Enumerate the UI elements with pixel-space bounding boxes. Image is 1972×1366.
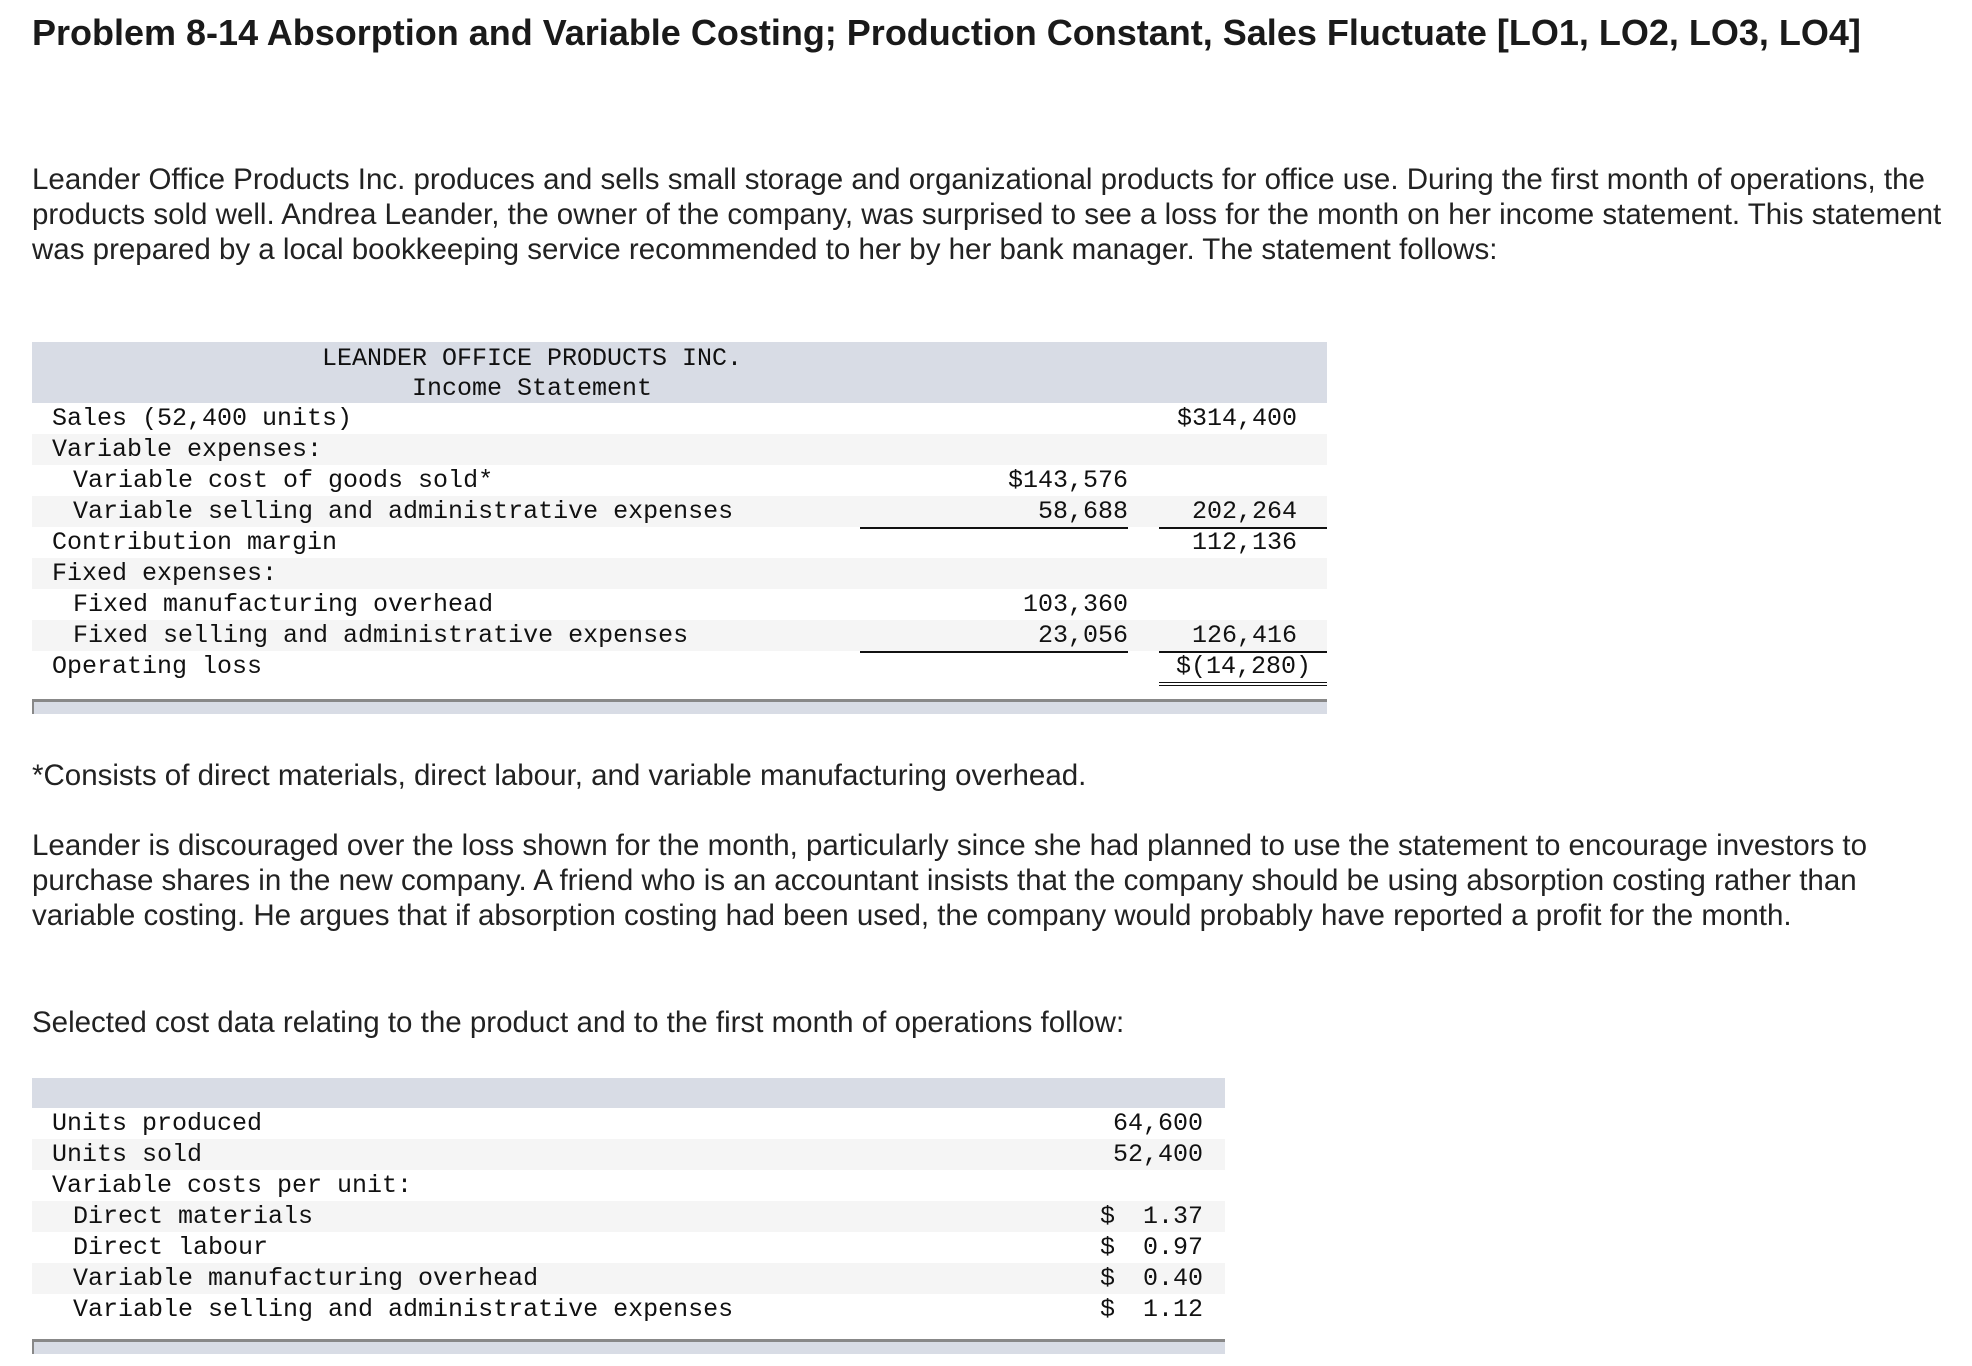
row-label: Direct materials [73,1202,314,1231]
currency-symbol: $ [1099,1295,1115,1324]
table-row [32,1201,1225,1232]
cost-data-table [32,1078,1225,1354]
row-label: Variable expenses: [52,435,323,464]
cost-data-header [32,1078,1225,1108]
value: 1.12 [1142,1295,1203,1324]
row-label: Variable selling and administrative expenses [73,1295,734,1324]
amount-column-2: 202,264 [1159,496,1327,529]
currency-symbol: $ [1099,1233,1115,1262]
amount-column-1: $143,576 [1007,466,1128,495]
table-row [32,496,1327,527]
table-row [32,1108,1225,1139]
intro-paragraph: Leander Office Products Inc. produces and sells small storage and organizational products for office use. During the first month of operations, the products sold well. Andrea Leander, the owner of the company, was surprised to see a loss for the month on her income statement. This statement was prepared by a local bookkeeping service recommended to her by her bank manager. The statement follows: [32,163,1942,266]
amount-column-2: 126,416 [1159,620,1327,653]
table-row [32,1263,1225,1294]
table-row [32,434,1327,465]
currency-symbol: $ [1099,1202,1115,1231]
value: 64,600 [1112,1109,1203,1138]
income-statement-header [32,342,1327,403]
amount-column-2: $(14,280) [1159,651,1327,686]
amount-column-1: 58,688 [860,496,1128,529]
row-label: Units sold [52,1140,203,1169]
income-statement-table [32,342,1327,714]
amount-column-1: 103,360 [1022,590,1128,619]
value: 0.40 [1142,1264,1203,1293]
row-label: Fixed expenses: [52,559,278,588]
table-row [32,589,1327,620]
table-row [32,1170,1225,1201]
row-label: Fixed selling and administrative expenses [73,621,689,650]
paragraph-3: Selected cost data relating to the product and to the first month of operations follow: [32,1006,1125,1039]
row-label: Variable selling and administrative expenses [73,497,734,526]
row-label: Operating loss [52,652,263,681]
amount-column-2: 112,136 [1191,528,1297,557]
row-label: Variable costs per unit: [52,1171,413,1200]
row-label: Contribution margin [52,528,338,557]
amount-column-1: 23,056 [860,620,1128,653]
table-row [32,620,1327,651]
statement-subtitle: Income Statement [411,374,653,403]
row-label: Sales (52,400 units) [52,404,353,433]
table-row [32,1232,1225,1263]
row-label: Fixed manufacturing overhead [73,590,494,619]
value: 52,400 [1112,1140,1203,1169]
amount-column-2: $314,400 [1176,404,1297,433]
table-row [32,403,1327,434]
value: 0.97 [1142,1233,1203,1262]
row-label: Variable cost of goods sold* [73,466,494,495]
problem-title: Problem 8-14 Absorption and Variable Costing; Production Constant, Sales Fluctuate [LO1, LO2, LO3, LO4] [32,12,1861,53]
table-footer [32,1339,1225,1354]
table-row [32,527,1327,558]
row-label: Units produced [52,1109,263,1138]
table-row [32,1139,1225,1170]
currency-symbol: $ [1099,1264,1115,1293]
row-label: Variable manufacturing overhead [73,1264,539,1293]
company-name: LEANDER OFFICE PRODUCTS INC. [321,344,743,373]
table-row [32,651,1327,685]
table-row [32,465,1327,496]
table-row [32,1294,1225,1325]
paragraph-2: Leander is discouraged over the loss shown for the month, particularly since she had planned to use the statement to encourage investors to purchase shares in the new company. A friend who is an accountant insists that the company should be using absorption costing rather than variable costing. He argues that if absorption costing had been used, the company would probably have reported a profit for the month. [32,829,1868,932]
footnote: *Consists of direct materials, direct labour, and variable manufacturing overhead. [32,759,1087,792]
table-row [32,558,1327,589]
table-footer [32,699,1327,714]
row-label: Direct labour [73,1233,269,1262]
value: 1.37 [1142,1202,1203,1231]
